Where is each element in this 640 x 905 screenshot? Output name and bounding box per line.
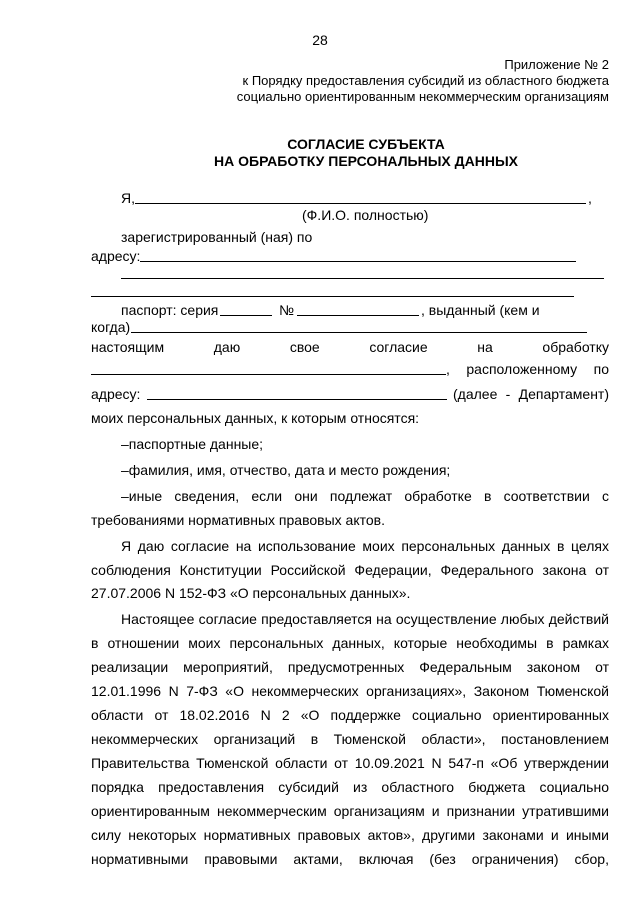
paragraph2-line-10: силу некоторых нормативных правовых актов», другими законами и иными [91, 827, 609, 843]
other-info-line-2: требованиями нормативных правовых актов. [91, 512, 385, 528]
paragraph2-line-11: нормативными правовыми актами, включая (без ограничения) сбор, [91, 851, 609, 867]
list-item: –паспортные данные; [121, 436, 264, 452]
passport-number-line [297, 315, 419, 316]
fio-hint: (Ф.И.О. полностью) [302, 207, 429, 223]
paragraph2-line-4: 12.01.1996 N 7-ФЗ «О некоммерческих организациях», Законом Тюменской [91, 683, 609, 699]
i-label: Я, [121, 190, 135, 206]
address-label: адресу: [91, 248, 141, 264]
fio-field-line [135, 203, 586, 204]
my-data-label: моих персональных данных, к которым относятся: [91, 410, 420, 426]
address-line-1 [140, 261, 576, 262]
department-address-line [147, 399, 447, 400]
appendix-line-2: к Порядку предоставления субсидий из областного бюджета [242, 73, 609, 88]
address-line-3 [91, 296, 574, 297]
paragraph2-line-8: порядка предоставления субсидий из областного бюджета социально [91, 779, 609, 795]
passport-series-label: паспорт: серия [121, 302, 219, 318]
paragraph1-line-2: соблюдения Конституции Российской Федерации, Федерального закона от [91, 562, 609, 578]
when-label: когда) [91, 319, 131, 335]
paragraph2-line-2: в отношении моих персональных данных, которые необходимы в рамках [91, 635, 609, 651]
issued-by-line [131, 332, 587, 333]
paragraph2-line-5: области от 18.02.2016 N 2 «О поддержке социально ориентированных [91, 707, 609, 723]
title-line-2: НА ОБРАБОТКУ ПЕРСОНАЛЬНЫХ ДАННЫХ [214, 153, 518, 169]
paragraph2-line-9: ориентированным некоммерческим организациям и признании утратившими [91, 803, 609, 819]
address-line-2 [121, 278, 604, 279]
registered-label: зарегистрированный (ная) по [121, 229, 313, 245]
list-item: –фамилия, имя, отчество, дата и место рождения; [121, 462, 451, 478]
other-info-line-1: –иные сведения, если они подлежат обработке в соответствии с [121, 488, 609, 504]
paragraph2-line-7: Правительства Тюменской области от 10.09.2021 N 547-п «Об утверждении [91, 755, 609, 771]
page-number: 28 [312, 32, 328, 48]
paragraph1-line-3: 27.07.2006 N 152-ФЗ «О персональных данных». [91, 585, 411, 601]
issued-by-label: , выданный (кем и [421, 302, 540, 318]
paragraph2-line-3: реализации мероприятий, предусмотренных Федеральным законом от [91, 659, 609, 675]
fio-comma: , [588, 190, 592, 206]
paragraph2-line-6: некоммерческих организаций в Тюменской области», постановлением [91, 731, 609, 747]
paragraph2-line-1: Настоящее согласие предоставляется на осуществление любых действий [121, 611, 609, 627]
organization-line [91, 374, 446, 375]
appendix-line-3: социально ориентированным некоммерческим организациям [236, 89, 609, 104]
department-label: (далее - Департамент) [453, 386, 609, 402]
title-line-1: СОГЛАСИЕ СУБЪЕКТА [287, 136, 445, 152]
consent-line: настоящим даю свое согласие на обработку [91, 339, 609, 355]
number-sign: № [279, 302, 295, 318]
located-label: , расположенному по [446, 361, 609, 377]
paragraph1-line-1: Я даю согласие на использование моих персональных данных в целях [121, 538, 609, 554]
passport-series-line [220, 315, 272, 316]
appendix-line-1: Приложение № 2 [504, 57, 609, 72]
address-label-2: адресу: [91, 386, 141, 402]
